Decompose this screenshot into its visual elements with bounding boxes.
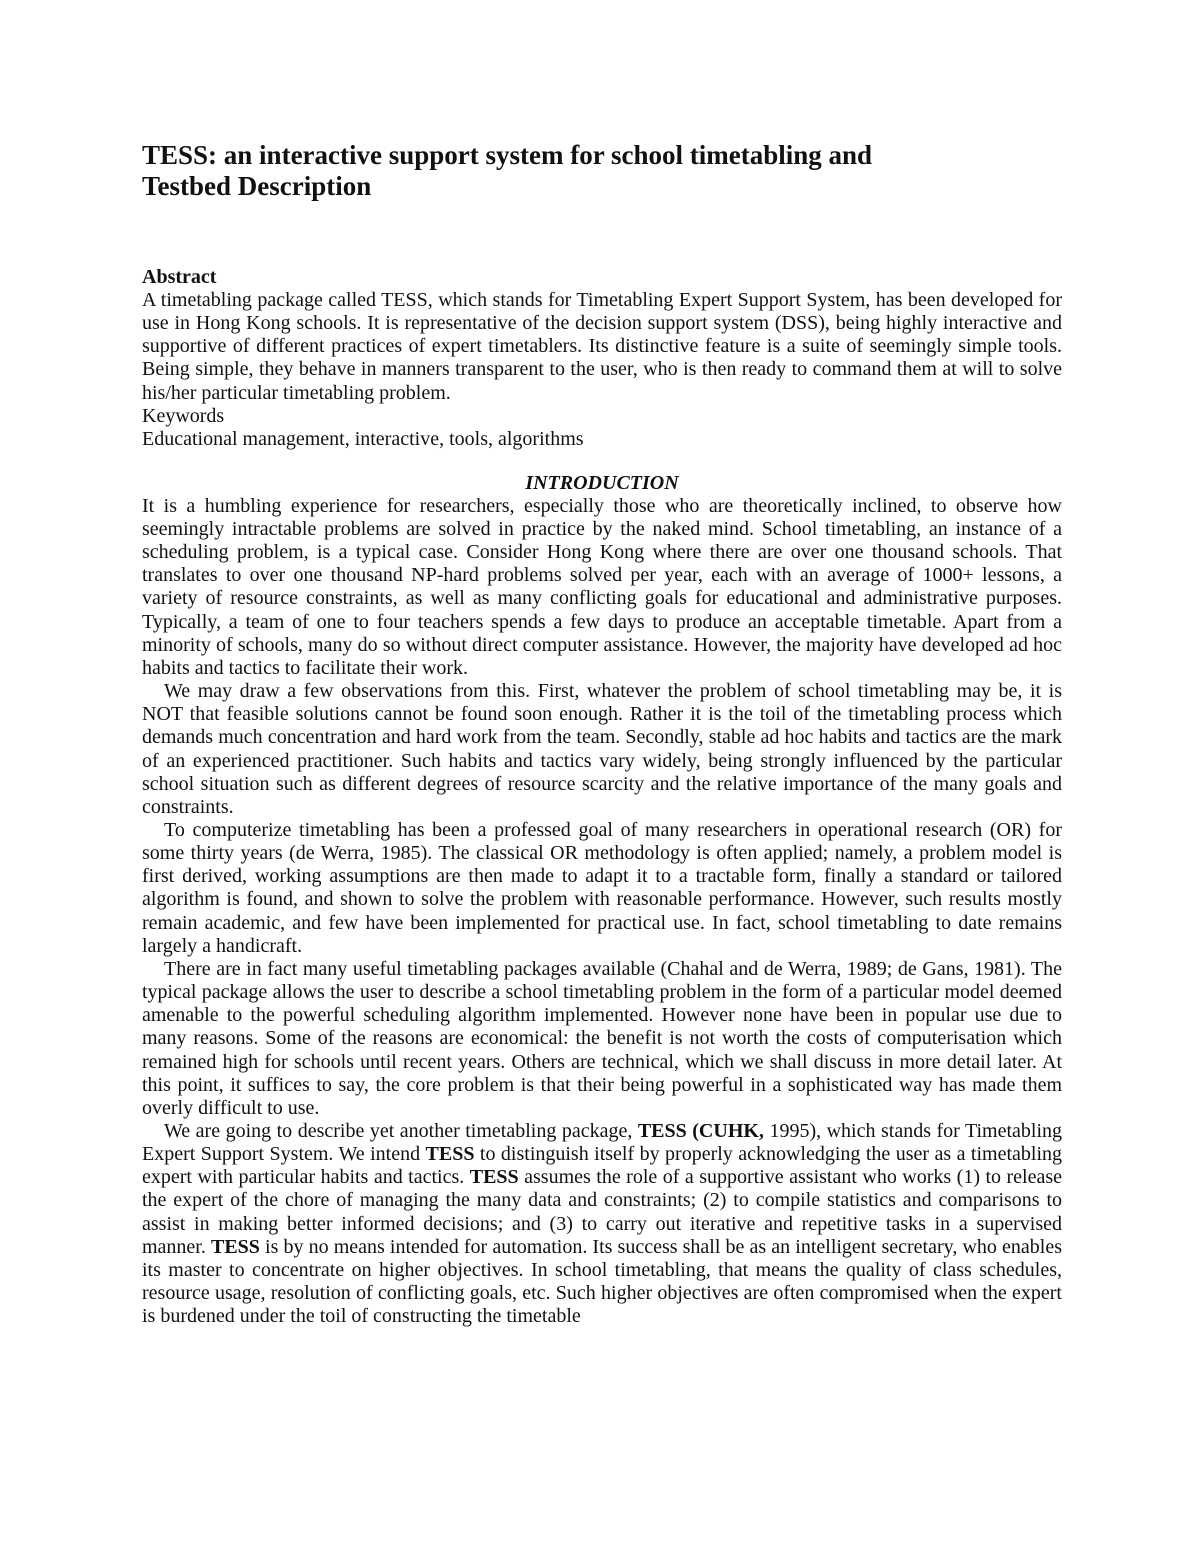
intro-paragraph-1: It is a humbling experience for researchers, especially those who are theoretically inclined, to observe how seemingly intractable problems are solved in practice by the naked mind. School timetabling, an instance of a scheduling problem, is a typical case. Consider Hong Kong where there are over one thousand schools. That translates to over one thousand NP-hard problems solved per year, each with an average of 1000+ lessons, a variety of resource constraints, as well as many conflicting goals for educational and administrative purposes. Typically, a team of one to four teachers spends a few days to produce an acceptable timetable. Apart from a minority of schools, many do so without direct computer assistance. However, the majority have developed ad hoc habits and tactics to facilitate their work.: [142, 494, 1062, 679]
keywords-text: Educational management, interactive, tools, algorithms: [142, 427, 584, 450]
intro-paragraph-3: To computerize timetabling has been a professed goal of many researchers in operational research (OR) for some thirty years (de Werra, 1985). The classical OR methodology is often applied; namely, a problem model is first derived, working assumptions are then made to adapt it to a tractable form, finally a standard or tailored algorithm is found, and shown to solve the problem with reasonable performance. However, such results mostly remain academic, and few have been implemented for practical use. In fact, school timetabling to date remains largely a handicraft.: [142, 818, 1062, 957]
p5-bold-tess-3: TESS: [469, 1166, 519, 1189]
title-line-2: Testbed Description: [142, 171, 372, 201]
keywords-heading: Keywords: [142, 404, 225, 427]
p5-bold-tess-2: TESS: [425, 1143, 475, 1166]
p5-text-5: is by no means intended for automation. Its success shall be as an intelligent secretary, who enables its master to concentrate on higher objectives. In school timetabling, that means the quality of class schedules, resource usage, resolution of conflicting goals, etc. Such higher objectives are often compromised when the expert is burdened under the toil of constructing the timetable: [142, 1235, 1062, 1328]
intro-paragraph-4: There are in fact many useful timetabling packages available (Chahal and de Werra, 1989; de Gans, 1981). The typical package allows the user to describe a school timetabling problem in the form of a particular model deemed amenable to the powerful scheduling algorithm implemented. However none have been in popular use due to many reasons. Some of the reasons are economical: the benefit is not worth the costs of computerisation which remained high for schools until recent years. Others are technical, which we shall discuss in more detail later. At this point, it suffices to say, the core problem is that their being powerful in a sophisticated way has made them overly difficult to use.: [142, 957, 1062, 1119]
abstract-text: A timetabling package called TESS, which stands for Timetabling Expert Support System, has been developed for use in Hong Kong schools. It is representative of the decision support system (DSS), being highly interactive and supportive of different practices of expert timetablers. Its distinctive feature is a suite of seemingly simple tools. Being simple, they behave in manners transparent to the user, who is then ready to command them at will to solve his/her particular timetabling problem.: [142, 289, 1062, 404]
p5-text-1: We are going to describe yet another timetabling package,: [164, 1120, 638, 1142]
paper-title: [142, 140, 1062, 202]
p5-text-2: 1995), which stands for Timetabling Expert Support System. We intend: [142, 1120, 1062, 1166]
intro-paragraph-2: We may draw a few observations from this. First, whatever the problem of school timetabling may be, it is NOT that feasible solutions cannot be found soon enough. Rather it is the toil of the timetabling process which demands much concentration and hard work from the team. Secondly, stable ad hoc habits and tactics are the mark of an experienced practitioner. Such habits and tactics vary widely, being strongly influenced by the particular school situation such as different degrees of resource scarcity and the relative importance of the many goals and constraints.: [142, 680, 1062, 818]
p5-text-4: assumes the role of a supportive assistant who works (1) to release the expert of the chore of managing the many data and constraints; (2) to compile statistics and comparisons to assist in making better informed decisions; and (3) to carry out iterative and repetitive tasks in a supervised manner.: [142, 1166, 1062, 1258]
abstract-heading: Abstract: [142, 266, 217, 288]
p5-bold-tess-cuhk: TESS (CUHK,: [637, 1120, 764, 1142]
introduction-heading: INTRODUCTION: [525, 471, 679, 494]
title-line-1: TESS: an interactive support system for school timetabling and: [142, 140, 873, 170]
intro-paragraph-5: [142, 1120, 1062, 1328]
paper-page: [142, 140, 1062, 1328]
p5-bold-tess-4: TESS: [210, 1235, 260, 1258]
p5-text-3: to distinguish itself by properly acknowledging the user as a timetabling expert with particular habits and tactics.: [142, 1143, 1063, 1189]
